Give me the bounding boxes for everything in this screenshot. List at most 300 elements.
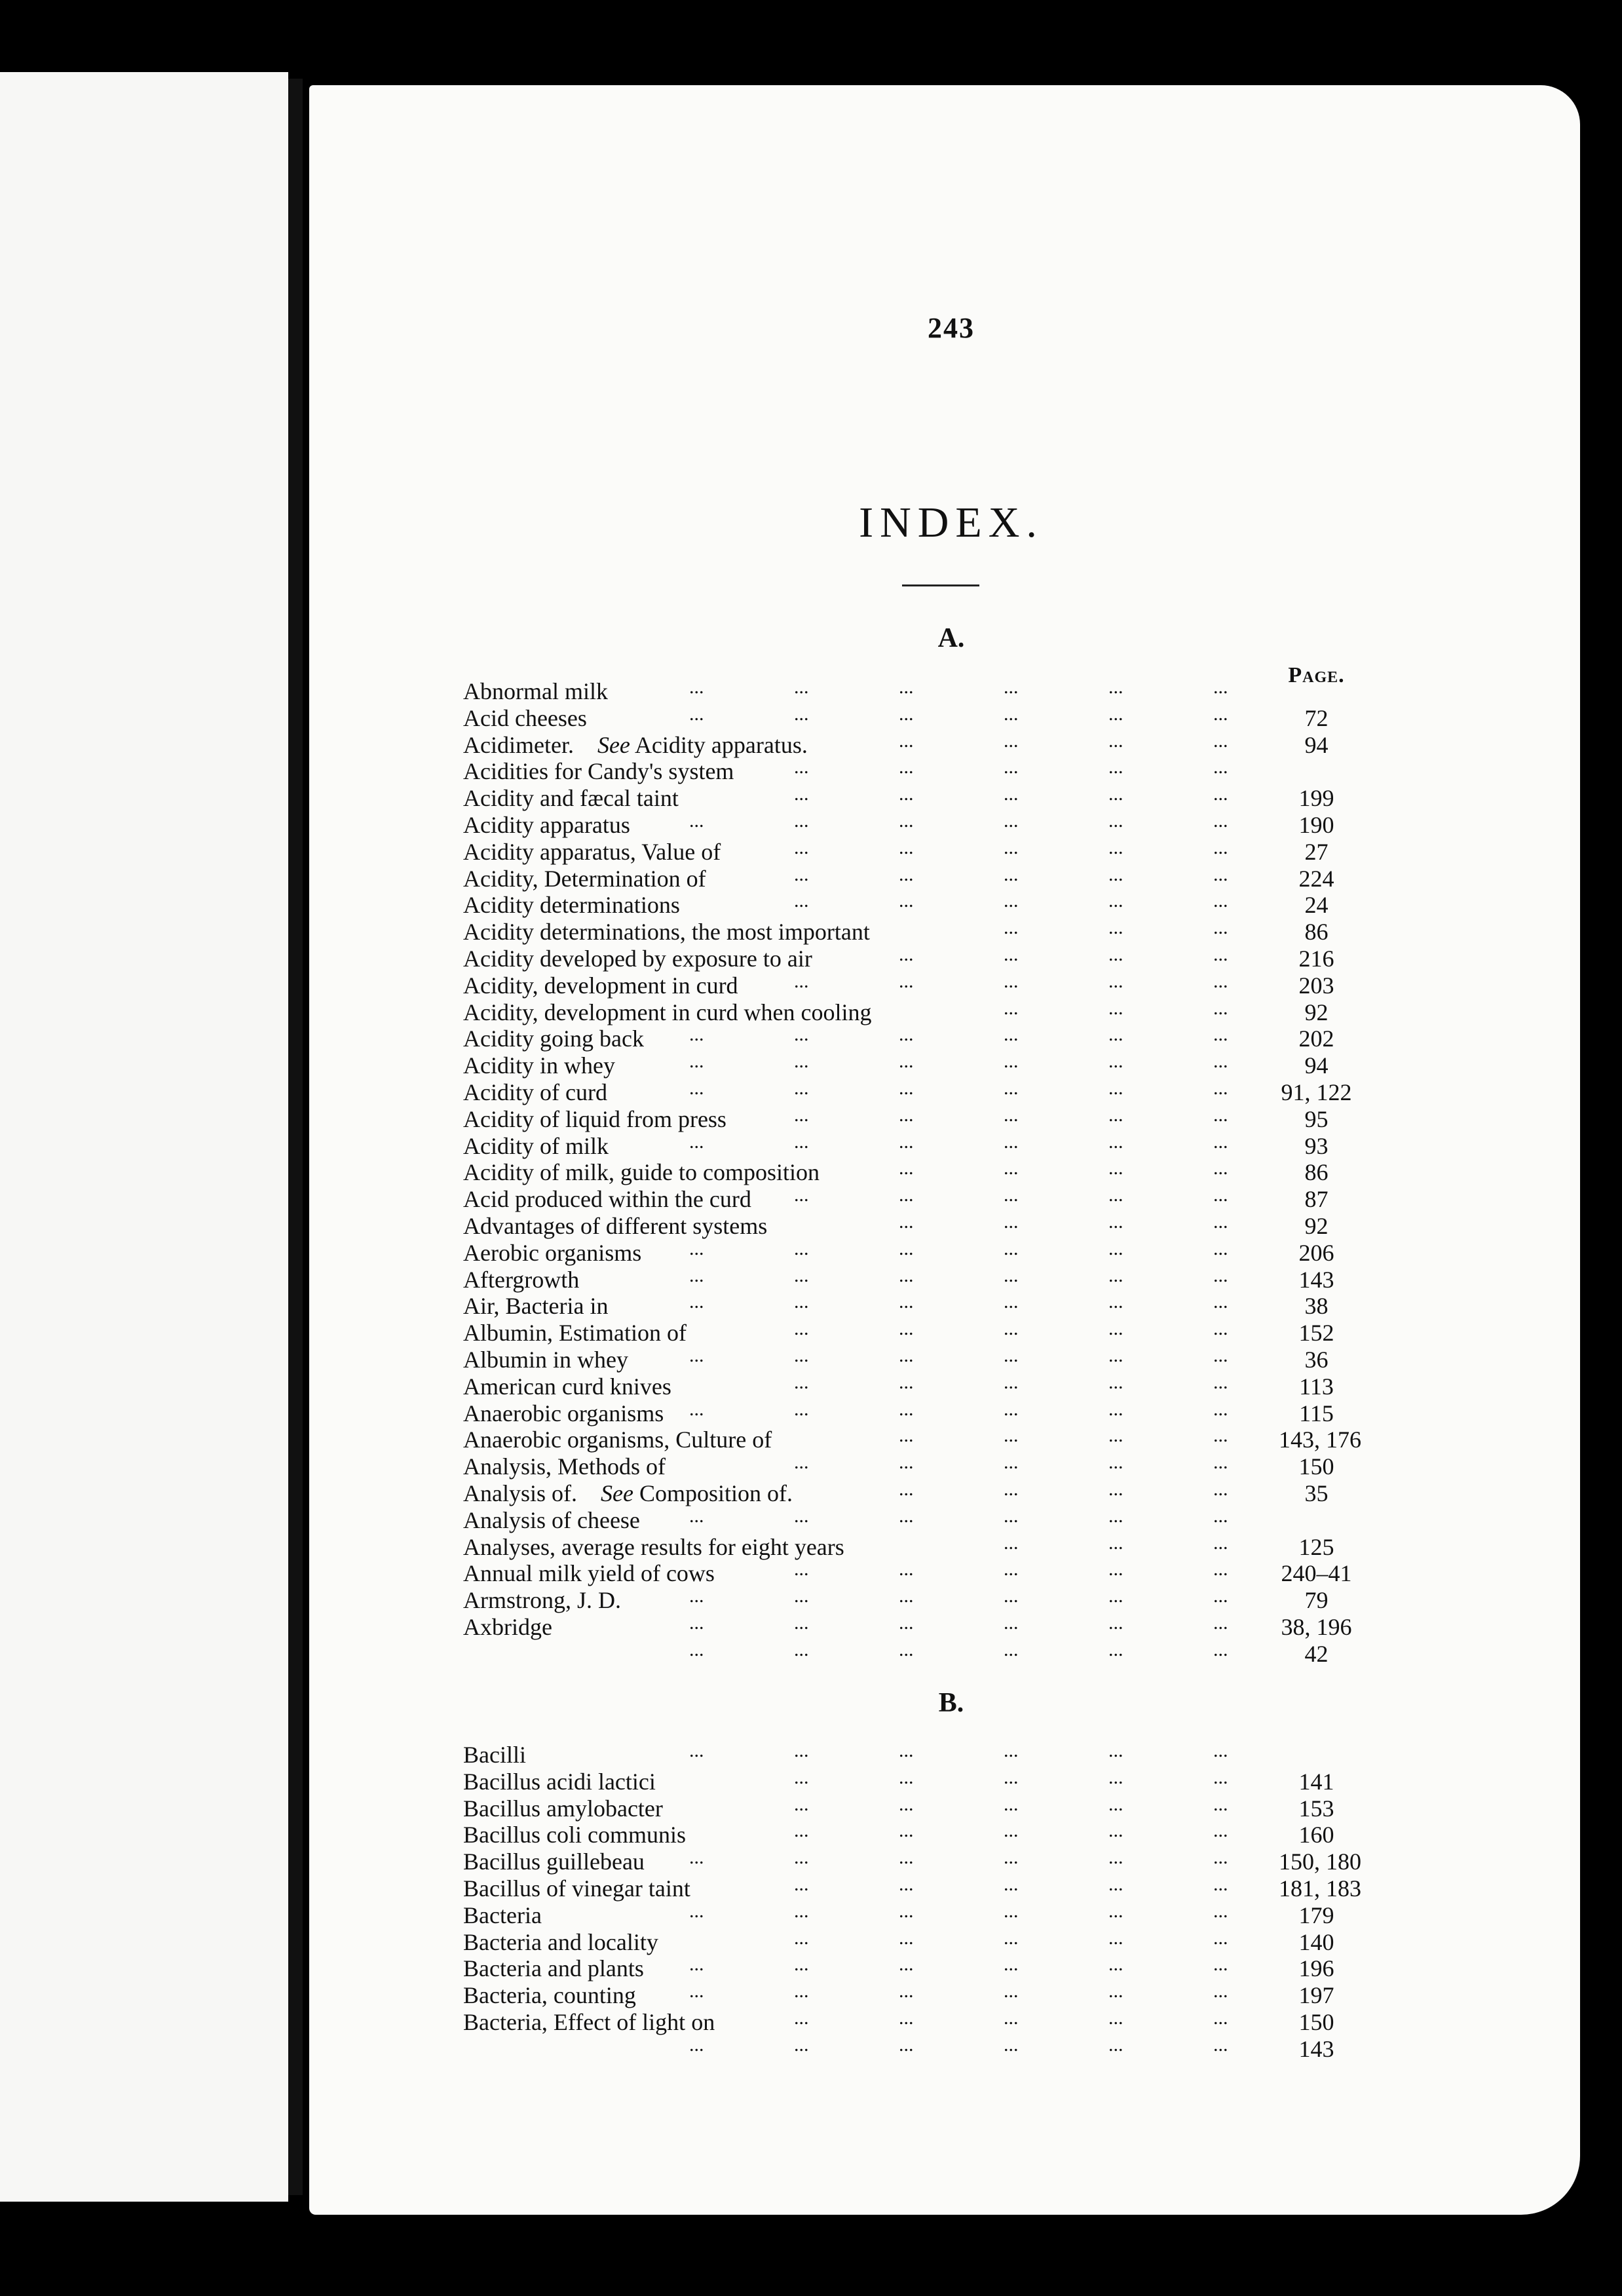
index-entry-page: 143, 176 [1279, 1426, 1361, 1453]
index-entry-page: 115 [1299, 1400, 1334, 1426]
entry-term-text: Bacteria [463, 1902, 542, 1928]
entry-term-text: Bacillus acidi lactici [463, 1768, 656, 1795]
leader-dot-group: ... [1108, 1024, 1123, 1046]
index-entry-term [463, 1079, 607, 1106]
leader-dot-group: ... [1108, 2033, 1123, 2056]
entry-term-text: Advantages of different systems [463, 1212, 768, 1239]
leader-dot-group: ... [1213, 1318, 1228, 1340]
entry-term-text: Anaerobic organisms [463, 1400, 664, 1426]
leader-dot-group: ... [1004, 1291, 1019, 1313]
index-entry [463, 1186, 1354, 1213]
leader-dot-group: ... [1108, 1451, 1123, 1474]
index-entries-a [463, 676, 1361, 1667]
leader-dot-group: ... [899, 1585, 914, 1607]
index-entry-term [463, 1902, 542, 1929]
index-entry [463, 1955, 1354, 1982]
index-entry [463, 863, 1354, 892]
index-entry-term [463, 1373, 671, 1400]
index-entry-page: 150 [1298, 1453, 1334, 1480]
leader-dot-group: ... [794, 1638, 809, 1660]
section-letter-b: B. [938, 1688, 964, 1718]
leader-dots [463, 1263, 1354, 1290]
leader-dot-group: ... [1213, 1425, 1228, 1447]
index-entry-page: 150, 180 [1279, 1848, 1361, 1875]
leader-dot-group: ... [794, 1371, 809, 1393]
index-entry-page: 197 [1298, 1982, 1334, 2009]
leader-dot-group: ... [1004, 2033, 1019, 2056]
leader-dot-group: ... [794, 1900, 809, 1922]
leader-dot-group: ... [1213, 1237, 1228, 1259]
leader-dot-group: ... [899, 1504, 914, 1527]
entry-term-text: Acidity apparatus [463, 811, 630, 838]
leader-dot-group: ... [1108, 1318, 1123, 1340]
leader-dot-group: ... [794, 1024, 809, 1046]
leader-dot-group: ... [689, 1398, 704, 1420]
index-entry-page: 125 [1298, 1533, 1334, 1560]
leader-dot-group: ... [794, 836, 809, 858]
leader-dot-group: ... [1108, 1926, 1123, 1949]
leader-dot-group: ... [1213, 1451, 1228, 1474]
index-entry [463, 1902, 1354, 1929]
index-entry-page: 79 [1304, 1587, 1329, 1614]
entry-term-text: Acidity going back [463, 1025, 644, 1052]
index-entry-page: 86 [1304, 919, 1329, 946]
index-entry-term [463, 1742, 526, 1769]
index-entry-term [463, 812, 630, 839]
leader-dot-group: ... [899, 1050, 914, 1073]
leader-dot-group: ... [1004, 1184, 1019, 1206]
leader-dot-group: ... [899, 729, 914, 752]
leader-dot-group: ... [1213, 1024, 1228, 1046]
leader-dot-group: ... [899, 2006, 914, 2029]
leader-dot-group: ... [1108, 997, 1123, 1019]
entry-term-text: Bacillus guillebeau [463, 1848, 645, 1875]
index-entry-page: 92 [1304, 1212, 1329, 1239]
leader-dot-group: ... [1108, 809, 1123, 832]
leader-dot-group: ... [1213, 756, 1228, 778]
leader-dot-group: ... [899, 1900, 914, 1922]
leader-dot-group: ... [899, 783, 914, 805]
index-entry-term [463, 2009, 715, 2036]
leader-dot-group: ... [1213, 1103, 1228, 1126]
leader-dot-group: ... [794, 2033, 809, 2056]
entry-term-text: Acidity, development in curd [463, 972, 738, 999]
leader-dot-group: ... [794, 1291, 809, 1313]
leader-dot-group: ... [794, 783, 809, 805]
index-entry [463, 1159, 1354, 1186]
index-entry-term [463, 785, 679, 812]
index-entry [463, 702, 1354, 732]
index-entry-page: 190 [1298, 811, 1334, 838]
leader-dot-group: ... [899, 1344, 914, 1366]
entry-see-reference: See [601, 1480, 633, 1506]
leader-dot-group: ... [899, 1478, 914, 1500]
leader-dot-group: ... [899, 1210, 914, 1233]
index-entry-term [463, 1025, 644, 1052]
leader-dot-group: ... [899, 1846, 914, 1869]
index-entry [463, 1052, 1354, 1079]
leader-dot-group: ... [1213, 863, 1228, 885]
leader-dot-group: ... [1004, 1900, 1019, 1922]
entry-term-text: Bacillus coli communis [463, 1822, 686, 1848]
index-entry [463, 1079, 1354, 1106]
index-entry [463, 1531, 1354, 1561]
leader-dot-group: ... [689, 702, 704, 725]
index-entry-page: 202 [1298, 1025, 1334, 1052]
leader-dot-group: ... [794, 890, 809, 912]
leader-dot-group: ... [1108, 783, 1123, 805]
index-entry-term [463, 678, 608, 705]
index-entry-page: 199 [1298, 785, 1334, 812]
leader-dot-group: ... [1004, 783, 1019, 805]
index-entry-page: 24 [1304, 892, 1329, 919]
leader-dot-group: ... [1213, 1793, 1228, 1815]
leader-dot-group: ... [1108, 1820, 1123, 1842]
leader-dot-group: ... [899, 676, 914, 698]
leader-dot-group: ... [1213, 1291, 1228, 1313]
entry-term-text: Acidity of milk, guide to composition [463, 1159, 820, 1186]
leader-dot-group: ... [1213, 1398, 1228, 1420]
index-entry-term [463, 839, 721, 866]
index-entry [463, 1425, 1361, 1453]
leader-dot-group: ... [1108, 1980, 1123, 2002]
leader-dot-group: ... [1004, 1793, 1019, 1815]
leader-dot-group: ... [1108, 1077, 1123, 1099]
index-entry-page: 196 [1298, 1955, 1334, 1982]
index-entry [463, 1453, 1354, 1480]
index-entry-term [463, 1267, 579, 1293]
index-entry-term [463, 1769, 656, 1795]
leader-dot-group: ... [1108, 1398, 1123, 1420]
entry-term-text: Bacteria and plants [463, 1955, 644, 1982]
entry-term-text: Analysis of. [463, 1480, 577, 1506]
leader-dot-group: ... [794, 1130, 809, 1153]
leader-dot-group: ... [689, 1077, 704, 1099]
index-entry-page: 72 [1304, 704, 1329, 731]
index-entry-term [463, 1133, 609, 1160]
entry-term-text: Acidity determinations, the most important [463, 919, 870, 946]
leader-dot-group: ... [1004, 1130, 1019, 1153]
index-entry [463, 972, 1354, 999]
entry-term-text: Acidity of liquid from press [463, 1105, 726, 1132]
leader-dot-group: ... [1213, 970, 1228, 992]
leader-dot-group: ... [794, 676, 809, 698]
index-entry-term [463, 866, 706, 892]
index-entry [463, 1587, 1354, 1614]
leader-dot-group: ... [1213, 676, 1228, 698]
leader-dot-group: ... [1213, 1264, 1228, 1286]
index-entry-page: 92 [1304, 999, 1329, 1025]
leader-dot-group: ... [1108, 836, 1123, 858]
leader-dot-group: ... [899, 863, 914, 885]
leader-dot-group: ... [899, 970, 914, 992]
index-entry-term [463, 999, 872, 1026]
leader-dot-group: ... [794, 1103, 809, 1126]
index-entry-page: 160 [1298, 1822, 1334, 1848]
index-entry [463, 1373, 1354, 1400]
leader-dot-group: ... [1004, 1638, 1019, 1660]
entry-term-text: Bacteria and locality [463, 1928, 658, 1955]
entry-term-text: Acidity in whey [463, 1052, 615, 1079]
leader-dot-group: ... [794, 1050, 809, 1073]
leader-dots [463, 701, 1354, 728]
leader-dot-group: ... [1213, 890, 1228, 912]
leader-dot-group: ... [1213, 1926, 1228, 1949]
index-entry-page: 150 [1298, 2008, 1334, 2035]
leader-dot-group: ... [1004, 1980, 1019, 2002]
leader-dot-group: ... [1108, 1873, 1123, 1895]
leader-dot-group: ... [1108, 1953, 1123, 1976]
leader-dot-group: ... [1004, 729, 1019, 752]
leader-dot-group: ... [899, 1291, 914, 1313]
leader-dot-group: ... [1213, 1820, 1228, 1842]
index-entry-term [463, 1534, 844, 1561]
index-entry [463, 1926, 1354, 1956]
index-entry-page: 38 [1304, 1293, 1329, 1320]
index-entry-term [463, 1186, 751, 1213]
leader-dot-group: ... [1108, 1344, 1123, 1366]
leader-dot-group: ... [794, 1451, 809, 1474]
leader-dot-group: ... [794, 1585, 809, 1607]
leader-dot-group: ... [794, 1926, 809, 1949]
leader-dot-group: ... [1004, 1077, 1019, 1099]
leader-dot-group: ... [899, 1024, 914, 1046]
leader-dot-group: ... [1213, 1077, 1228, 1099]
index-entry-page: 113 [1299, 1373, 1334, 1400]
leader-dot-group: ... [689, 1264, 704, 1286]
leader-dot-group: ... [1108, 756, 1123, 778]
leader-dot-group: ... [794, 1766, 809, 1788]
index-entry [463, 1025, 1354, 1052]
index-entry-page: 203 [1298, 972, 1334, 999]
leader-dot-group: ... [794, 1318, 809, 1340]
index-entry-term [463, 946, 812, 972]
leader-dot-group: ... [1004, 1451, 1019, 1474]
index-entry [463, 1504, 1354, 1534]
leader-dot-group: ... [1213, 1050, 1228, 1073]
leader-dot-group: ... [794, 756, 809, 778]
leader-dot-group: ... [1213, 1130, 1228, 1153]
leader-dot-group: ... [899, 1451, 914, 1474]
index-entry [463, 1742, 1354, 1769]
leader-dot-group: ... [1004, 1237, 1019, 1259]
leader-dot-group: ... [1004, 863, 1019, 885]
gutter-shadow [288, 79, 303, 2195]
leader-dot-group: ... [1004, 890, 1019, 912]
entry-term-text: Bacillus of vinegar taint [463, 1875, 690, 1902]
index-entry [463, 1344, 1354, 1373]
leader-dot-group: ... [1213, 2006, 1228, 2029]
leader-dot-group: ... [794, 1077, 809, 1099]
leader-dot-group: ... [689, 1024, 704, 1046]
leader-dot-group: ... [1213, 2033, 1228, 2056]
index-entry-page: 86 [1304, 1159, 1329, 1186]
leader-dot-group: ... [689, 1585, 704, 1607]
leader-dot-group: ... [1004, 1846, 1019, 1869]
leader-dot-group: ... [1213, 1371, 1228, 1393]
index-entry-term [463, 1106, 726, 1133]
index-entry-page: 95 [1304, 1105, 1329, 1132]
leader-dot-group: ... [1004, 676, 1019, 698]
index-entry-term [463, 1426, 772, 1453]
entry-term-text: Bacillus amylobacter [463, 1795, 663, 1822]
leader-dot-group: ... [899, 1611, 914, 1634]
leader-dot-group: ... [1108, 1585, 1123, 1607]
leader-dot-group: ... [1213, 1766, 1228, 1788]
index-entry-term [463, 1347, 628, 1373]
index-entry-page: 38, 196 [1281, 1613, 1352, 1640]
leader-dot-group: ... [1004, 1558, 1019, 1580]
title-rule [902, 584, 979, 586]
leader-dot-group: ... [1213, 836, 1228, 858]
index-entry-term [463, 1159, 820, 1186]
leader-dot-group: ... [1004, 1531, 1019, 1554]
leader-dot-group: ... [794, 970, 809, 992]
leader-dot-group: ... [1108, 1291, 1123, 1313]
index-entry-page: 224 [1298, 865, 1334, 892]
index-entry-term [463, 705, 587, 732]
index-entry-page: 181, 183 [1279, 1875, 1361, 1902]
leader-dot-group: ... [794, 809, 809, 832]
leader-dot-group: ... [899, 943, 914, 965]
leader-dot-group: ... [1108, 890, 1123, 912]
leader-dot-group: ... [899, 1740, 914, 1761]
index-entry [463, 1130, 1354, 1160]
index-entry-term [463, 1795, 663, 1822]
leader-dot-group: ... [1004, 702, 1019, 725]
index-entry-page: 93 [1304, 1132, 1329, 1159]
entry-term-text: Aftergrowth [463, 1266, 580, 1293]
leader-dot-group: ... [689, 1130, 704, 1153]
index-entry [463, 2033, 1354, 2063]
leader-dot-group: ... [1004, 1740, 1019, 1761]
index-entry-term [463, 972, 738, 999]
entry-term-text: Bacteria, Effect of light on [463, 2008, 715, 2035]
leader-dot-group: ... [794, 1980, 809, 2002]
entry-term-text: Acidity of curd [463, 1079, 607, 1105]
leader-dot-group: ... [1213, 1740, 1228, 1761]
index-entry-term [463, 1320, 687, 1347]
leader-dot-group: ... [689, 1900, 704, 1922]
index-entry [463, 785, 1354, 812]
index-entry [463, 1480, 1354, 1507]
leader-dot-group: ... [1213, 1585, 1228, 1607]
leader-dots [463, 2032, 1354, 2059]
leader-dot-group: ... [1213, 1846, 1228, 1869]
leader-dot-group: ... [1004, 1024, 1019, 1046]
index-entry-term [463, 1587, 621, 1614]
leader-dot-group: ... [1213, 729, 1228, 752]
leader-dot-group: ... [1213, 1344, 1228, 1366]
entry-term-text: Abnormal milk [463, 678, 608, 704]
index-entry [463, 1766, 1354, 1795]
index-page [309, 85, 1580, 2215]
leader-dot-group: ... [899, 2033, 914, 2056]
leader-dot-group: ... [899, 1371, 914, 1393]
leader-dot-group: ... [899, 1926, 914, 1949]
leader-dot-group: ... [689, 1740, 704, 1761]
leader-dot-group: ... [689, 2033, 704, 2056]
entry-term-text: Acidity, Determination of [463, 865, 706, 892]
index-entry [463, 836, 1354, 866]
leader-dot-group: ... [1213, 943, 1228, 965]
leader-dot-group: ... [1108, 1478, 1123, 1500]
leader-dot-group: ... [1004, 1953, 1019, 1976]
leader-dot-group: ... [1004, 1820, 1019, 1842]
leader-dot-group: ... [1004, 1050, 1019, 1073]
leader-dot-group: ... [1108, 1558, 1123, 1580]
index-entry [463, 1611, 1354, 1641]
leader-dot-group: ... [1004, 1210, 1019, 1233]
leader-dot-group: ... [1004, 917, 1019, 939]
entry-term-text: Acidity, development in curd when cooling [463, 999, 872, 1025]
leader-dot-group: ... [899, 1425, 914, 1447]
index-entry-page: 216 [1298, 945, 1334, 972]
leader-dot-group: ... [1108, 729, 1123, 752]
leader-dots [463, 1610, 1354, 1637]
leader-dot-group: ... [1108, 1050, 1123, 1073]
leader-dot-group: ... [794, 1740, 809, 1761]
index-entry [463, 2006, 1354, 2036]
entry-term-text: Acid cheeses [463, 704, 587, 731]
index-entry-page: 143 [1298, 2035, 1334, 2062]
leader-dot-group: ... [689, 1611, 704, 1634]
leader-dot-group: ... [1213, 809, 1228, 832]
entry-term-text: Bacteria, counting [463, 1982, 636, 2009]
leader-dot-group: ... [1004, 1504, 1019, 1527]
leader-dot-group: ... [794, 1793, 809, 1815]
leader-dot-group: ... [1108, 1157, 1123, 1179]
leader-dot-group: ... [1108, 1504, 1123, 1527]
leader-dot-group: ... [1004, 1873, 1019, 1895]
leader-dot-group: ... [1213, 1638, 1228, 1660]
entry-term-text: Acidity and fæcal taint [463, 785, 679, 812]
leader-dot-group: ... [794, 1953, 809, 1976]
leader-dot-group: ... [899, 809, 914, 832]
index-entry [463, 809, 1354, 839]
leader-dot-group: ... [1004, 1264, 1019, 1286]
leader-dot-group: ... [899, 836, 914, 858]
leader-dot-group: ... [1004, 756, 1019, 778]
leader-dot-group: ... [689, 1846, 704, 1869]
index-entry-page: 140 [1298, 1928, 1334, 1955]
leader-dot-group: ... [1213, 917, 1228, 939]
leader-dot-group: ... [899, 1264, 914, 1286]
index-entry [463, 1560, 1354, 1587]
entry-term-text: Axbridge [463, 1613, 552, 1640]
leader-dot-group: ... [1213, 1873, 1228, 1895]
index-entry-term [463, 1822, 686, 1848]
index-entry [463, 729, 1354, 759]
leader-dot-group: ... [1108, 1793, 1123, 1815]
entry-term-text: Albumin, Estimation of [463, 1320, 687, 1347]
leader-dot-group: ... [1004, 1611, 1019, 1634]
entry-see-target: Acidity apparatus. [634, 731, 808, 758]
leader-dot-group: ... [899, 1398, 914, 1420]
leader-dot-group: ... [1108, 2006, 1123, 2029]
leader-dot-group: ... [1213, 1953, 1228, 1976]
entry-term-text: Anaerobic organisms, Culture of [463, 1426, 772, 1453]
index-entry-term [463, 1507, 640, 1534]
leader-dot-group: ... [899, 1793, 914, 1815]
index-entry-term [463, 758, 734, 785]
leader-dot-group: ... [899, 1953, 914, 1976]
leader-dot-group: ... [1004, 2006, 1019, 2029]
leader-dot-group: ... [1108, 917, 1123, 939]
leader-dot-group: ... [1004, 1344, 1019, 1366]
entry-term-text: Acid produced within the curd [463, 1186, 751, 1213]
leader-dot-group: ... [1108, 1425, 1123, 1447]
